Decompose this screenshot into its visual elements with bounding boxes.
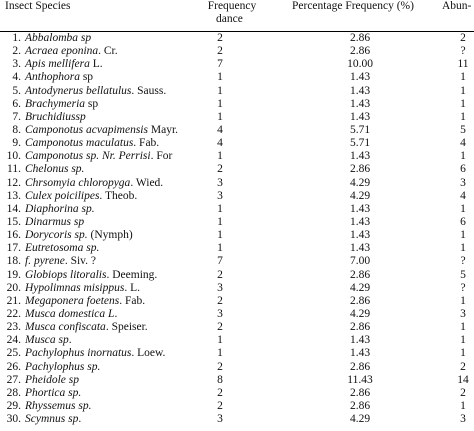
row-number: 10. xyxy=(6,150,21,163)
percentage-value: 1.43 xyxy=(349,334,371,347)
species-name-cell xyxy=(25,137,159,150)
species-name: Megaponera foetens xyxy=(25,294,120,307)
species-name-cell xyxy=(25,216,84,229)
header-abundance: Abun- xyxy=(442,0,472,12)
percentage-value: 7.00 xyxy=(349,255,371,268)
abundance-value: 1 xyxy=(460,202,466,215)
abundance-value: 4 xyxy=(460,137,466,150)
species-name-cell xyxy=(25,269,157,282)
frequency-value: 2 xyxy=(217,163,223,176)
abundance-value: 3 xyxy=(460,176,466,189)
species-author: . Cr. xyxy=(98,45,118,58)
abundance-value: 11 xyxy=(457,58,469,71)
percentage-value: 2.86 xyxy=(349,360,371,373)
table-row xyxy=(0,308,474,321)
abundance-value: 1 xyxy=(460,71,466,84)
frequency-value: 2 xyxy=(217,399,223,412)
species-author: . For xyxy=(150,150,173,163)
frequency-value: 3 xyxy=(217,281,223,294)
frequency-value: 2 xyxy=(217,32,223,44)
percentage-value: 1.43 xyxy=(349,242,371,255)
percentage-value: 10.00 xyxy=(347,58,373,71)
row-number: 3. xyxy=(12,58,21,71)
frequency-value: 1 xyxy=(217,71,223,84)
abundance-value: ? xyxy=(460,281,466,294)
species-author: . Theob. xyxy=(99,189,138,202)
frequency-value: 7 xyxy=(217,255,223,268)
table-row xyxy=(0,347,474,360)
table-row xyxy=(0,229,474,242)
percentage-value: 4.29 xyxy=(349,176,371,189)
header-frequency-sub: dance xyxy=(216,13,243,25)
abundance-value: 1 xyxy=(460,110,466,123)
table-row xyxy=(0,32,474,45)
species-name-cell xyxy=(25,374,79,387)
row-number: 8. xyxy=(12,123,21,136)
species-name: Scymnus sp xyxy=(25,413,79,426)
species-name: Eutretosoma sp. xyxy=(25,242,100,255)
row-number: 26. xyxy=(6,360,21,373)
species-name-cell xyxy=(25,361,100,374)
species-author: sp xyxy=(79,71,94,84)
header-percentage-frequency: Percentage Frequency (%) xyxy=(292,0,414,12)
table-row xyxy=(0,216,474,229)
frequency-value: 1 xyxy=(217,242,223,255)
abundance-value: 5 xyxy=(460,123,466,136)
frequency-value: 7 xyxy=(217,58,223,71)
percentage-value: 2.86 xyxy=(349,45,371,58)
row-number: 4. xyxy=(12,71,21,84)
abundance-value: 6 xyxy=(460,163,466,176)
percentage-value: 1.43 xyxy=(349,97,371,110)
species-name-cell xyxy=(25,98,98,111)
abundance-value: 1 xyxy=(460,399,466,412)
frequency-value: 2 xyxy=(217,294,223,307)
frequency-value: 1 xyxy=(217,347,223,360)
species-author: L. xyxy=(89,58,103,71)
species-name: Pachylophus inornatus xyxy=(25,347,132,360)
abundance-value: 2 xyxy=(460,360,466,373)
species-author: . Siv. ? xyxy=(64,255,97,268)
percentage-value: 2.86 xyxy=(349,268,371,281)
species-name-cell xyxy=(25,387,81,400)
frequency-value: 1 xyxy=(217,84,223,97)
abundance-value: 1 xyxy=(460,334,466,347)
row-number: 6. xyxy=(12,97,21,110)
species-name: Musca sp xyxy=(25,334,69,347)
row-number: 5. xyxy=(12,84,21,97)
table-row xyxy=(0,137,474,150)
species-name-cell xyxy=(25,124,178,137)
abundance-value: 1 xyxy=(460,150,466,163)
abundance-value: 6 xyxy=(460,215,466,228)
frequency-value: 8 xyxy=(217,373,223,386)
table-row xyxy=(0,85,474,98)
percentage-value: 1.43 xyxy=(349,347,371,360)
table-row xyxy=(0,321,474,334)
row-number: 30. xyxy=(6,413,21,426)
species-name: Brachymeria xyxy=(25,97,86,110)
table-row xyxy=(0,282,474,295)
species-name: Apis mellifera xyxy=(25,58,90,71)
species-name-cell xyxy=(25,282,140,295)
table-row xyxy=(0,177,474,190)
table-row xyxy=(0,190,474,203)
species-name: Globiops litoralis xyxy=(25,268,107,281)
abundance-value: ? xyxy=(460,255,466,268)
species-author: . xyxy=(114,307,118,320)
frequency-value: 2 xyxy=(217,386,223,399)
row-number: 2. xyxy=(12,45,21,58)
species-author: . Loew. xyxy=(131,347,166,360)
species-author: Mayr. xyxy=(147,123,179,136)
row-number: 20. xyxy=(6,281,21,294)
species-name-cell xyxy=(25,85,166,98)
percentage-value: 2.86 xyxy=(349,32,371,44)
table-row xyxy=(0,98,474,111)
species-name: Chrsomyia chloropyga xyxy=(25,176,131,189)
species-name: Camponotus maculatus xyxy=(25,137,134,150)
species-name: f. pyrene xyxy=(25,255,65,268)
percentage-value: 5.71 xyxy=(349,137,371,150)
species-name-cell xyxy=(25,177,163,190)
species-name-cell xyxy=(25,203,95,216)
frequency-value: 1 xyxy=(217,150,223,163)
percentage-value: 2.86 xyxy=(349,386,371,399)
species-name: Rhyssemus sp. xyxy=(25,399,92,412)
species-name: Abbalomba sp xyxy=(25,32,92,44)
species-name: Chelonus sp. xyxy=(25,163,85,176)
row-number: 19. xyxy=(6,268,21,281)
row-number: 9. xyxy=(12,137,21,150)
species-name-cell xyxy=(25,58,103,71)
table-row xyxy=(0,361,474,374)
abundance-value: 1 xyxy=(460,347,466,360)
row-number: 13. xyxy=(6,189,21,202)
abundance-value: 14 xyxy=(457,373,469,386)
abundance-value: 1 xyxy=(460,321,466,334)
abundance-value: 3 xyxy=(460,413,466,426)
row-number: 17. xyxy=(6,242,21,255)
percentage-value: 1.43 xyxy=(349,229,371,242)
species-name: Phortica sp. xyxy=(25,386,82,399)
frequency-value: 1 xyxy=(217,110,223,123)
abundance-value: 1 xyxy=(460,229,466,242)
species-name-cell xyxy=(25,229,133,242)
row-number: 18. xyxy=(6,255,21,268)
species-name-cell xyxy=(25,111,86,124)
abundance-value: 2 xyxy=(460,32,466,44)
species-author: . Sauss. xyxy=(131,84,167,97)
frequency-value: 3 xyxy=(217,176,223,189)
frequency-value: 1 xyxy=(217,215,223,228)
table-row xyxy=(0,150,474,163)
percentage-value: 2.86 xyxy=(349,294,371,307)
species-name: Anthophora xyxy=(25,71,80,84)
species-name: Pheidole sp xyxy=(25,373,79,386)
table-row xyxy=(0,374,474,387)
percentage-value: 1.43 xyxy=(349,150,371,163)
percentage-value: 1.43 xyxy=(349,215,371,228)
row-number: 29. xyxy=(6,399,21,412)
species-name-cell xyxy=(25,163,84,176)
table-row xyxy=(0,269,474,282)
table-row xyxy=(0,413,474,426)
species-name-cell xyxy=(25,32,91,45)
row-number: 23. xyxy=(6,321,21,334)
abundance-value: 1 xyxy=(460,294,466,307)
frequency-value: 2 xyxy=(217,360,223,373)
species-author: . Wied. xyxy=(130,176,164,189)
abundance-value: 5 xyxy=(460,268,466,281)
species-name-cell xyxy=(25,242,99,255)
percentage-value: 2.86 xyxy=(349,163,371,176)
table-row xyxy=(0,387,474,400)
percentage-value: 1.43 xyxy=(349,84,371,97)
abundance-value: 1 xyxy=(460,84,466,97)
percentage-value: 5.71 xyxy=(349,123,371,136)
species-name-cell xyxy=(25,190,137,203)
percentage-value: 2.86 xyxy=(349,399,371,412)
table-row xyxy=(0,242,474,255)
table-row xyxy=(0,203,474,216)
species-name: Camponotus acvapimensis xyxy=(25,123,148,136)
frequency-value: 1 xyxy=(217,334,223,347)
table-row xyxy=(0,255,474,268)
species-author: sp xyxy=(85,97,99,110)
species-author: . Speiser. xyxy=(105,321,148,334)
row-number: 7. xyxy=(12,110,21,123)
frequency-value: 1 xyxy=(217,229,223,242)
species-author: . xyxy=(68,334,72,347)
row-number: 16. xyxy=(6,229,21,242)
species-name-cell xyxy=(25,45,118,58)
abundance-value: ? xyxy=(460,45,466,58)
frequency-value: 1 xyxy=(217,202,223,215)
frequency-value: 4 xyxy=(217,123,223,136)
table-row xyxy=(0,58,474,71)
species-name-cell xyxy=(25,150,172,163)
species-name: Diaphorina sp. xyxy=(25,202,95,215)
species-author: (Nymph) xyxy=(87,229,133,242)
species-name-cell xyxy=(25,295,145,308)
percentage-value: 2.86 xyxy=(349,321,371,334)
species-name: Bruchidiussp xyxy=(25,110,86,123)
species-name-cell xyxy=(25,308,117,321)
frequency-value: 4 xyxy=(217,137,223,150)
table-row xyxy=(0,111,474,124)
abundance-value: 1 xyxy=(460,97,466,110)
percentage-value: 1.43 xyxy=(349,110,371,123)
row-number: 28. xyxy=(6,386,21,399)
row-number: 15. xyxy=(6,215,21,228)
species-name: Dinarmus sp xyxy=(25,215,85,228)
frequency-value: 1 xyxy=(217,97,223,110)
row-number: 21. xyxy=(6,294,21,307)
species-author: . Fab. xyxy=(133,137,160,150)
percentage-value: 4.29 xyxy=(349,189,371,202)
table-row xyxy=(0,45,474,58)
species-name: Acraea eponina xyxy=(25,45,99,58)
frequency-value: 3 xyxy=(217,413,223,426)
species-name: Hypolimnas misippus xyxy=(25,281,125,294)
percentage-value: 4.29 xyxy=(349,307,371,320)
table-row xyxy=(0,124,474,137)
species-name: Pachylophus sp. xyxy=(25,360,101,373)
species-name-cell xyxy=(25,71,93,84)
table-row xyxy=(0,71,474,84)
row-number: 22. xyxy=(6,307,21,320)
species-name-cell xyxy=(25,334,72,347)
table-row xyxy=(0,295,474,308)
species-author: . Fab. xyxy=(119,294,146,307)
row-number: 27. xyxy=(6,373,21,386)
abundance-value: 2 xyxy=(460,386,466,399)
percentage-value: 4.29 xyxy=(349,281,371,294)
abundance-value: 1 xyxy=(460,242,466,255)
frequency-value: 2 xyxy=(217,268,223,281)
species-name: Dorycoris sp. xyxy=(25,229,88,242)
percentage-value: 11.43 xyxy=(347,373,373,386)
row-number: 24. xyxy=(6,334,21,347)
header-insect-species: Insect Species xyxy=(5,0,71,12)
table-row xyxy=(0,163,474,176)
species-name-cell xyxy=(25,255,96,268)
species-name-cell xyxy=(25,321,148,334)
abundance-value: 4 xyxy=(460,189,466,202)
table-body xyxy=(0,32,474,426)
frequency-value: 3 xyxy=(217,307,223,320)
species-name-cell xyxy=(25,347,165,360)
species-author: . L. xyxy=(124,281,141,294)
row-number: 14. xyxy=(6,202,21,215)
row-number: 25. xyxy=(6,347,21,360)
table-row xyxy=(0,334,474,347)
species-author: . Deeming. xyxy=(106,268,158,281)
row-number: 1. xyxy=(12,32,21,44)
abundance-value: 3 xyxy=(460,307,466,320)
species-name-cell xyxy=(25,413,81,426)
species-name: Culex poicilipes xyxy=(25,189,100,202)
row-number: 12. xyxy=(6,176,21,189)
frequency-value: 2 xyxy=(217,45,223,58)
species-name: Musca confiscata xyxy=(25,321,106,334)
percentage-value: 1.43 xyxy=(349,202,371,215)
species-author: . xyxy=(78,413,82,426)
frequency-value: 3 xyxy=(217,189,223,202)
row-number: 11. xyxy=(7,163,21,176)
header-frequency: Frequency xyxy=(207,0,257,12)
species-name: Musca domestica L xyxy=(25,307,115,320)
species-name: Camponotus sp. Nr. Perrisi xyxy=(25,150,151,163)
percentage-value: 1.43 xyxy=(349,71,371,84)
table-row xyxy=(0,400,474,413)
species-name: Antodynerus bellatulus xyxy=(25,84,132,97)
frequency-value: 2 xyxy=(217,321,223,334)
percentage-value: 4.29 xyxy=(349,413,371,426)
species-name-cell xyxy=(25,400,91,413)
